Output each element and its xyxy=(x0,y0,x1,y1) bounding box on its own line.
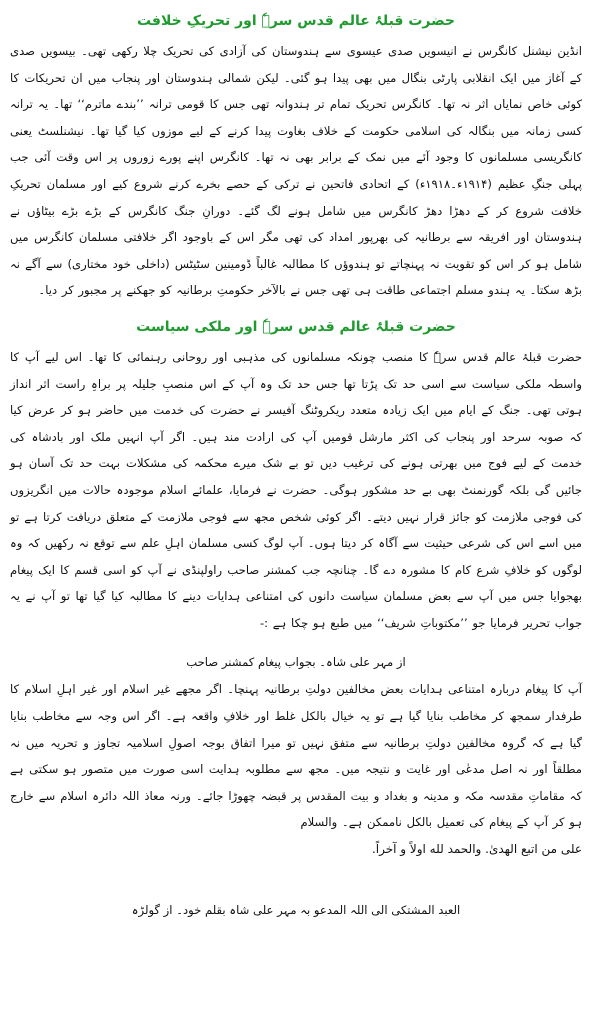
signature-line: العبد المشتکی الی اللہ المدعو بہ مہر علی شاہ بقلم خود۔ از گولڑہ xyxy=(131,903,461,918)
paragraph-khilafat: انڈین نیشنل کانگرس نے انیسویں صدی عیسوی سے ہندوستان کی آزادی کی تحریک چلا رکھی تھی۔ بیسویں صدی کے آغاز میں ایک انقلابی پارٹی بنگال میں بھی پیدا ہو گئی۔ لیکن شمالی ہندوستان اور پنجاب میں ان تحریکات کا کوئی خاص نمایاں اثر نہ تھا۔ کانگرس تحریک تمام تر ہندوانہ تھی جس کا قومی ترانہ ’’بندے ماترم‘‘ تھا۔ یہ ترانہ کسی زمانہ میں بنگالہ کی اسلامی حکومت کے خلاف بغاوت پیدا کرنے کے لیے موزوں کیا گیا تھا۔ نیشنلسٹ یعنی کانگریسی مسلمانوں کا وجود آئے میں نمک کے برابر بھی نہ تھا۔ کانگرس اپنے پورے زوروں پر اس وقت آئی جب پہلی جنگِ عظیم (۱۹۱۴ء۔۱۹۱۸ء) کے اتحادی فاتحین نے ترکی کے حصے بخرے کرنے شروع کیے اور مسلمان تحریکِ خلافت شروع کر کے دھڑا دھڑ کانگرس میں شامل ہونے لگ گئے۔ دورانِ جنگ کانگرس کے بڑے بڑے بیٹاؤں نے ہندوستان اور افریقہ سے برطانیہ کی بھرپور امداد کی تھی مگر اس کے باوجود اگر خلافتی مسلمان کانگرس میں شامل ہو کر اس کو تقویت نہ پہنچاتے تو ہندوؤں کا مطالبہ غالباً ڈومینین سٹیٹس (داخلی خود مختاری) سے آگے نہ بڑھ سکتا۔ یہ ہندو مسلم اجتماعی طاقت ہی تھی جس نے بالآخر حکومتِ برطانیہ کو جھکنے پر مجبور کر دیا۔ xyxy=(10,44,582,298)
paragraph-politics: حضرت قبلۂ عالم قدس سرہٗ کا منصب چونکہ مسلمانوں کی مذہبی اور روحانی رہنمائی کا تھا۔ اس لیے آپ کا واسطہ ملکی سیاست سے اسی حد تک پڑتا تھا جس حد تک وہ آپ کے اس منصبِ جلیلہ پر براہِ راست اثر انداز ہوتی تھی۔ جنگ کے ایام میں ایک زیادہ متعدد ریکروٹنگ آفیسر نے حضرت کی خدمت میں حاضر ہو کر عرض کیا کہ صوبہ سرحد اور پنجاب کی اکثر مارشل قومیں آپ کی ارادت مند ہیں۔ اگر آپ انہیں ملک اور بادشاہ کی خدمت کے لیے فوج میں بھرتی ہونے کی ترغیب دیں تو بے شک میرے محکمہ کی مشکلات بہت حد تک آسان ہو جائیں گی بلکہ گورنمنٹ بھی بے حد مشکور ہوگی۔ حضرت نے فرمایا، علمائے اسلام موجودہ حالات میں انگریزوں کی فوجی ملازمت کو جائز قرار نہیں دیتے۔ اگر کوئی شخص مجھ سے فوجی ملازمت کے متعلق دریافت کرتا ہے تو میں اسے اس کی شرعی حیثیت سے آگاہ کر دیتا ہوں۔ آپ لوگ کسی مسلمان اہلِ علم سے توقع نہ رکھیں کہ وہ لوگوں کو خلافِ شرع کام کا مشورہ دے گا۔ چنانچہ جب کمشنر صاحب راولپنڈی نے آپ کو اسی قسم کا ایک پیغام بھجوایا جس میں آپ سے بعض مسلمان سیاست دانوں کی امتناعی ہدایات دینے کا مطالبہ کیا گیا تھا تو آپ نے یہ جواب تحریر فرمایا جو ’’مکتوباتِ شریف‘‘ میں طبع ہو چکا ہے :- xyxy=(10,349,582,630)
arabic-closing: علی من اتبع الهدیٰ. والحمد لله اولاً و آخراً. xyxy=(371,842,582,857)
section-heading-khilafat: حضرت قبلۂ عالم قدس سرہٗ اور تحریکِ خلافت xyxy=(136,13,455,29)
letter-heading: از مہر علی شاہ۔ بجواب پیغام کمشنر صاحب xyxy=(186,655,406,670)
section-heading-politics: حضرت قبلۂ عالم قدس سرہٗ اور ملکی سیاست xyxy=(136,318,456,335)
letter-body: آپ کا پیغام دربارہ امتناعی ہدایات بعض مخالفین دولتِ برطانیہ پہنچا۔ اگر مجھے غیر اسلام اور غیر اہلِ اسلام کا طرفدار سمجھ کر مخاطب بنایا گیا ہے تو یہ خیال بالکل غلط اور خلافِ واقعہ ہے۔ اگر اس وجہ سے مخاطب بنایا گیا ہے کہ گروہ مخالفین دولتِ برطانیہ سے متفق نہیں تو میرا اتفاق بوجہ اصولِ اسلامیہ تجاوز و تحریہ میں نہ مطلقاً اور نہ اصل مدعٰی اور غایت و نتیجہ میں۔ مجھ سے مطلوبہ ہدایت اسی صورت میں متصور ہو سکتی ہے کہ مقاماتِ مقدسہ مکہ و مدینہ و بغداد و بیت المقدس پر قبضہ چھوڑا جائے۔ ورنہ معاذ اللہ دائرہ اسلام سے خارج ہو کر آپ کے پیغام کی تعمیل بالکل ناممکن ہے۔ والسلام xyxy=(10,682,582,830)
